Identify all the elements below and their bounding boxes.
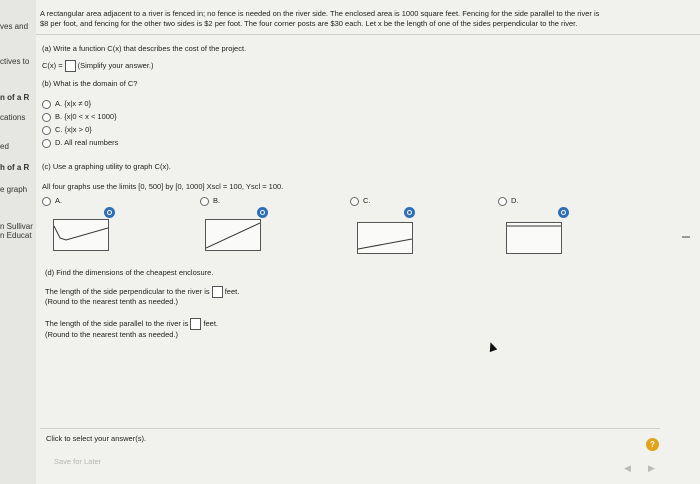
graph-b-thumbnail[interactable]	[205, 219, 261, 251]
option-text: {x|0 < x < 1000}	[64, 112, 117, 121]
left-panel	[0, 0, 37, 484]
q2-hint: (Round to the nearest tenth as needed.)	[45, 330, 179, 339]
q1-unit: feet.	[224, 286, 240, 296]
graph-d-curve	[507, 223, 561, 253]
zoom-graph-d-icon[interactable]	[558, 207, 569, 218]
part-d-prompt: (d) Find the dimensions of the cheapest enclosure.	[45, 268, 214, 277]
side-stub: h of a R	[0, 163, 30, 172]
help-icon[interactable]: ?	[646, 438, 659, 451]
radio-icon[interactable]	[42, 139, 51, 148]
graph-c-thumbnail[interactable]	[357, 222, 413, 254]
instruction-text: Click to select your answer(s).	[46, 434, 147, 443]
side-stub: n Educat	[0, 231, 32, 240]
zoom-graph-a-icon[interactable]	[104, 207, 115, 218]
graph-option-a[interactable]	[42, 196, 62, 206]
part-b-prompt: (b) What is the domain of C?	[42, 79, 138, 88]
divider	[40, 428, 660, 429]
side-stub: n of a R	[0, 93, 30, 102]
cost-function-input[interactable]	[65, 60, 76, 72]
side-stub: ctives to	[0, 57, 30, 66]
option-text: {x|x > 0}	[64, 125, 92, 134]
part-a-hint: (Simplify your answer.)	[77, 60, 154, 70]
perpendicular-length-input[interactable]	[212, 286, 223, 298]
problem-statement	[40, 9, 670, 29]
part-a-prompt: (a) Write a function C(x) that describes the cost of the project.	[42, 44, 247, 53]
option-letter: A.	[55, 196, 63, 205]
radio-icon[interactable]	[350, 197, 359, 206]
graph-a-curve	[54, 220, 108, 250]
option-letter: A.	[55, 99, 63, 108]
divider	[36, 34, 700, 35]
graph-option-c[interactable]	[350, 196, 371, 206]
radio-icon[interactable]	[42, 113, 51, 122]
divider	[682, 236, 690, 238]
part-a-answer-row	[42, 60, 153, 72]
part-a-lhs: C(x) =	[42, 60, 63, 70]
part-c-note: All four graphs use the limits [0, 500] by [0, 1000] Xscl = 100, Yscl = 100.	[42, 182, 284, 191]
option-letter: B.	[213, 196, 221, 205]
q2-unit: feet.	[203, 318, 219, 328]
option-letter: D.	[55, 138, 63, 147]
domain-option-d[interactable]	[42, 138, 118, 148]
zoom-graph-c-icon[interactable]	[404, 207, 415, 218]
domain-option-c[interactable]	[42, 125, 92, 135]
part-c-prompt: (c) Use a graphing utility to graph C(x).	[42, 162, 171, 171]
next-arrow-icon[interactable]: ▶	[648, 463, 655, 473]
side-stub: cations	[0, 113, 26, 122]
save-for-later-button[interactable]: Save for Later	[54, 457, 102, 466]
option-text: All real numbers	[64, 138, 119, 147]
q2-text: The length of the side parallel to the river is	[45, 318, 189, 328]
side-stub: ves and	[0, 22, 29, 31]
zoom-graph-b-icon[interactable]	[257, 207, 268, 218]
graph-b-curve	[206, 220, 260, 250]
option-text: {x|x ≠ 0}	[64, 99, 92, 108]
graph-d-thumbnail[interactable]	[506, 222, 562, 254]
problem-line-1: A rectangular area adjacent to a river is fenced in; no fence is needed on the river side. The enclosed area is 1000 square feet. Fencing for the side parallel to the river is	[40, 9, 600, 18]
previous-arrow-icon[interactable]: ◀	[624, 463, 631, 473]
option-letter: C.	[55, 125, 63, 134]
side-stub: e graph	[0, 185, 28, 194]
radio-icon[interactable]	[498, 197, 507, 206]
graph-option-b[interactable]	[200, 196, 220, 206]
graph-a-thumbnail[interactable]	[53, 219, 109, 251]
graph-option-d[interactable]	[498, 196, 519, 206]
side-stub: ed	[0, 142, 9, 151]
option-letter: B.	[55, 112, 63, 121]
q1-text: The length of the side perpendicular to the river is	[45, 286, 210, 296]
domain-option-a[interactable]	[42, 99, 91, 109]
part-d-q2	[45, 318, 218, 330]
radio-icon[interactable]	[42, 126, 51, 135]
radio-icon[interactable]	[200, 197, 209, 206]
domain-option-b[interactable]	[42, 112, 117, 122]
option-letter: C.	[363, 196, 371, 205]
radio-icon[interactable]	[42, 100, 51, 109]
option-letter: D.	[511, 196, 519, 205]
side-stub: n Sullivar	[0, 222, 33, 231]
problem-line-2: $8 per foot, and fencing for the other two sides is $2 per foot. The four corner posts are $30 each. Let x be the length of one of the sides perpendicular to the river.	[40, 19, 578, 28]
graph-c-curve	[358, 223, 412, 253]
parallel-length-input[interactable]	[190, 318, 201, 330]
q1-hint: (Round to the nearest tenth as needed.)	[45, 297, 179, 306]
radio-icon[interactable]	[42, 197, 51, 206]
